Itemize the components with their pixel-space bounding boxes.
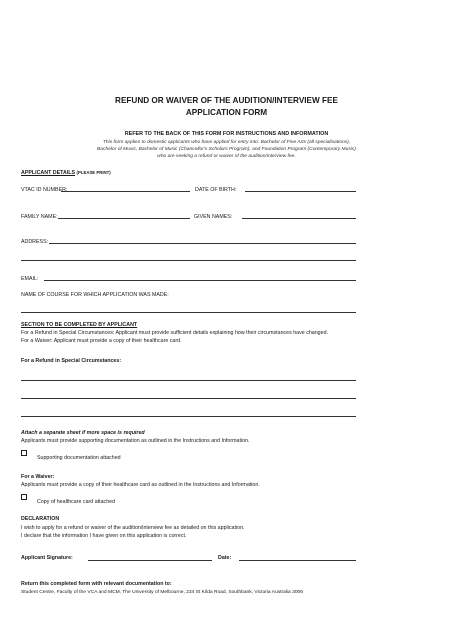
refund-line-3[interactable] (21, 416, 356, 417)
refund-heading: For a Refund in Special Circumstances: (21, 358, 122, 364)
section-line-1: For a Refund in Special Circumstances: Applicant must provide sufficient details explaining how their circumstances have changed. (21, 330, 328, 336)
email-field[interactable] (44, 280, 356, 281)
signature-label: Applicant Signature: (21, 555, 73, 561)
section-heading: SECTION TO BE COMPLETED BY APPLICANT (21, 322, 138, 328)
applicant-details-title: APPLICANT DETAILS (21, 170, 76, 176)
dob-label: DATE OF BIRTH: (195, 187, 237, 193)
dob-field[interactable] (245, 191, 356, 192)
form-title-line1: REFUND OR WAIVER OF THE AUDITION/INTERVIEW FEE (115, 96, 338, 105)
please-print-note: (PLEASE PRINT) (76, 170, 111, 175)
section-line-2: For a Waiver: Applicant must provide a copy of their healthcare card. (21, 338, 182, 344)
supporting-text: Applicants must provide supporting documentation as outlined in the Instructions and Information. (21, 438, 250, 444)
family-name-field[interactable] (58, 218, 190, 219)
refund-line-2[interactable] (21, 398, 356, 399)
family-name-label: FAMILY NAME: (21, 214, 58, 220)
given-names-label: GIVEN NAMES: (194, 214, 233, 220)
waiver-text: Applicants must provide a copy of their healthcare card as outlined in the Instructions and Information. (21, 482, 260, 488)
signature-field[interactable] (88, 560, 212, 561)
return-address: Student Centre, Faculty of the VCA and MCM, The University of Melbourne, 234 St Kilda Road, Southbank, Victoria Australia 3006 (21, 590, 303, 595)
date-label: Date: (218, 555, 232, 561)
declaration-heading: DECLARATION (21, 516, 60, 522)
course-label: NAME OF COURSE FOR WHICH APPLICATION WAS MADE: (21, 292, 169, 298)
note-line-2: Bachelor of Music, Bachelor of Music (Chancellor's Scholars Program), and Foundation Program (Contemporary Music) (97, 147, 356, 152)
refer-notice: REFER TO THE BACK OF THIS FORM FOR INSTRUCTIONS AND INFORMATION (124, 131, 329, 137)
applicant-details-heading (21, 170, 111, 176)
waiver-heading: For a Waiver: (21, 474, 55, 480)
supporting-docs-checkbox[interactable] (21, 450, 27, 456)
return-text: Return this completed form with relevant documentation to: (21, 581, 172, 587)
form-title-line2: APPLICATION FORM (185, 108, 268, 117)
healthcare-card-checkbox[interactable] (21, 494, 27, 500)
attach-note: Attach a separate sheet if more space is required (21, 430, 145, 436)
address-field-1[interactable] (49, 243, 356, 244)
date-field[interactable] (239, 560, 356, 561)
address-field-2[interactable] (21, 260, 356, 261)
note-line-1: This form applies to domestic applicants who have applied for entry into: Bachelor of Fine Arts (all specialisations), (102, 140, 351, 145)
given-names-field[interactable] (242, 218, 356, 219)
declaration-line-1: I wish to apply for a refund or waiver of the audition/interview fee as detailed on this application. (21, 525, 245, 531)
address-label: ADDRESS: (21, 239, 49, 245)
note-line-3: who are seeking a refund or waiver of the audition/interview fee. (157, 154, 296, 159)
course-field[interactable] (21, 312, 356, 313)
vtac-field[interactable] (61, 191, 190, 192)
email-label: EMAIL: (21, 276, 39, 282)
vtac-label: VTAC ID NUMBER: (21, 187, 68, 193)
declaration-line-2: I declare that the information I have given on this application is correct. (21, 533, 187, 539)
supporting-docs-label: Supporting documentation attached (37, 455, 121, 461)
refund-line-1[interactable] (21, 380, 356, 381)
healthcare-card-label: Copy of healthcare card attached (37, 499, 116, 505)
